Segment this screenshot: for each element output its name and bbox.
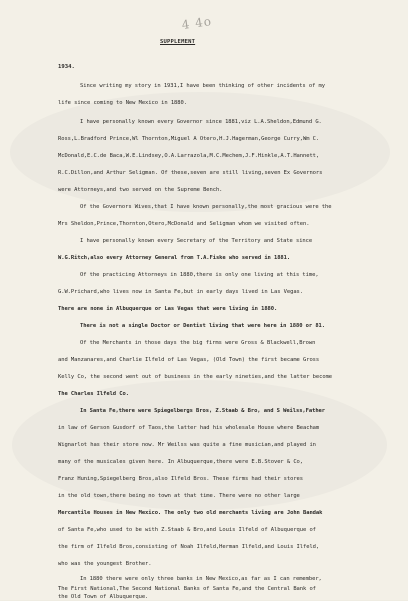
text-line: R.C.Dillon,and Arthur Seligman. Of these,seven are still living,seven Ex Governors bbox=[58, 170, 323, 176]
text-line: Mercantile Houses in New Mexico. The only two old merchants living are John Bandak bbox=[58, 510, 323, 516]
text-line: In Santa Fe,there were Spiegelbergs Bros, Z.Staab & Bro, and S Weilss,Father bbox=[80, 408, 325, 414]
text-line: The First National,The Second National Banks of Santa Fe,and the Central Bank of bbox=[58, 586, 316, 592]
text-line: who was the youngest Brother. bbox=[58, 561, 152, 567]
text-line: In 1880 there were only three banks in New Mexico,as far as I can remember, bbox=[80, 576, 322, 582]
text-line: and Manzanares,and Charlie Ilfeld of Las Vegas, (Old Town) the first became Gross bbox=[58, 357, 320, 363]
text-line: I have personally known every Governor since 1881,viz L.A.Sheldon,Edmund G. bbox=[80, 119, 322, 125]
document-title: SUPPLEMENT bbox=[160, 39, 196, 45]
text-line: Wignarlot has their store now. Mr Weilss was quite a fine musician,and played in bbox=[58, 442, 316, 448]
text-line: the firm of Ilfeld Bros,consisting of Noah Ilfeld,Herman Ilfeld,and Louis Ilfeld, bbox=[58, 544, 320, 550]
document-year: 1934. bbox=[58, 64, 75, 70]
text-line: There is not a single Doctor or Dentist living that were here in 1880 or 81. bbox=[80, 323, 325, 329]
text-line: Mrs Sheldon,Prince,Thornton,Otero,McDonald and Seligman whom we visited often. bbox=[58, 221, 310, 227]
text-line: W.G.Ritch,also every Attorney General from T.A.Fiske who served in 1881. bbox=[58, 255, 291, 261]
handwritten-note: 4 4o bbox=[180, 14, 213, 33]
text-line: in the old town,there being no town at that time. There were no other large bbox=[58, 493, 300, 499]
text-line: Of the Governors Wives,that I have known personally,the most gracious were the bbox=[80, 204, 332, 210]
text-line: G.W.Prichard,who lives now in Santa Fe,but in early days lived in Las Vegas. bbox=[58, 289, 303, 295]
text-line: the Old Town of Albuquerque. bbox=[58, 594, 149, 600]
text-line: Of the Merchants in those days the big firms were Gross & Blackwell,Brown bbox=[80, 340, 316, 346]
paper-smudge bbox=[10, 92, 390, 212]
text-line: McDonald,E.C.de Baca,W.E.Lindsey,O.A.Larrazola,M.C.Mechem,J.F.Hinkle,A.T.Hannett, bbox=[58, 153, 320, 159]
text-line: of Santa Fe,who used to be with Z.Staab & Bro,and Louis Ilfeld of Albuquerque of bbox=[58, 527, 316, 533]
text-line: Of the practicing Attorneys in 1880,there is only one living at this time, bbox=[80, 272, 319, 278]
text-line: I have personally known every Secretary of the Territory and State since bbox=[80, 238, 313, 244]
text-line: Ross,L.Bradford Prince,Wl Thornton,Miguel A Otero,H.J.Hagerman,George Curry,Wm C. bbox=[58, 136, 320, 142]
text-line: There are none in Albuquerque or Las Vegas that were living in 1880. bbox=[58, 306, 278, 312]
text-line: Kelly Co, the second went out of business in the early nineties,and the latter become bbox=[58, 374, 333, 380]
text-line: life since coming to New Mexico in 1880. bbox=[58, 100, 187, 106]
text-line: The Charles Ilfeld Co. bbox=[58, 391, 129, 397]
text-line: in law of Gerson Gusdorf of Taos,the latter had his wholesale House where Beacham bbox=[58, 425, 320, 431]
text-line: Franz Huning,Spiegelberg Bros,also Ilfeld Bros. These firms had their stores bbox=[58, 476, 303, 482]
text-line: Since writing my story in 1931,I have been thinking of other incidents of my bbox=[80, 83, 325, 89]
text-line: many of the musicales given here. In Albuquerque,there were E.B.Stover & Co, bbox=[58, 459, 303, 465]
text-line: were Attorneys,and two served on the Supreme Bench. bbox=[58, 187, 223, 193]
